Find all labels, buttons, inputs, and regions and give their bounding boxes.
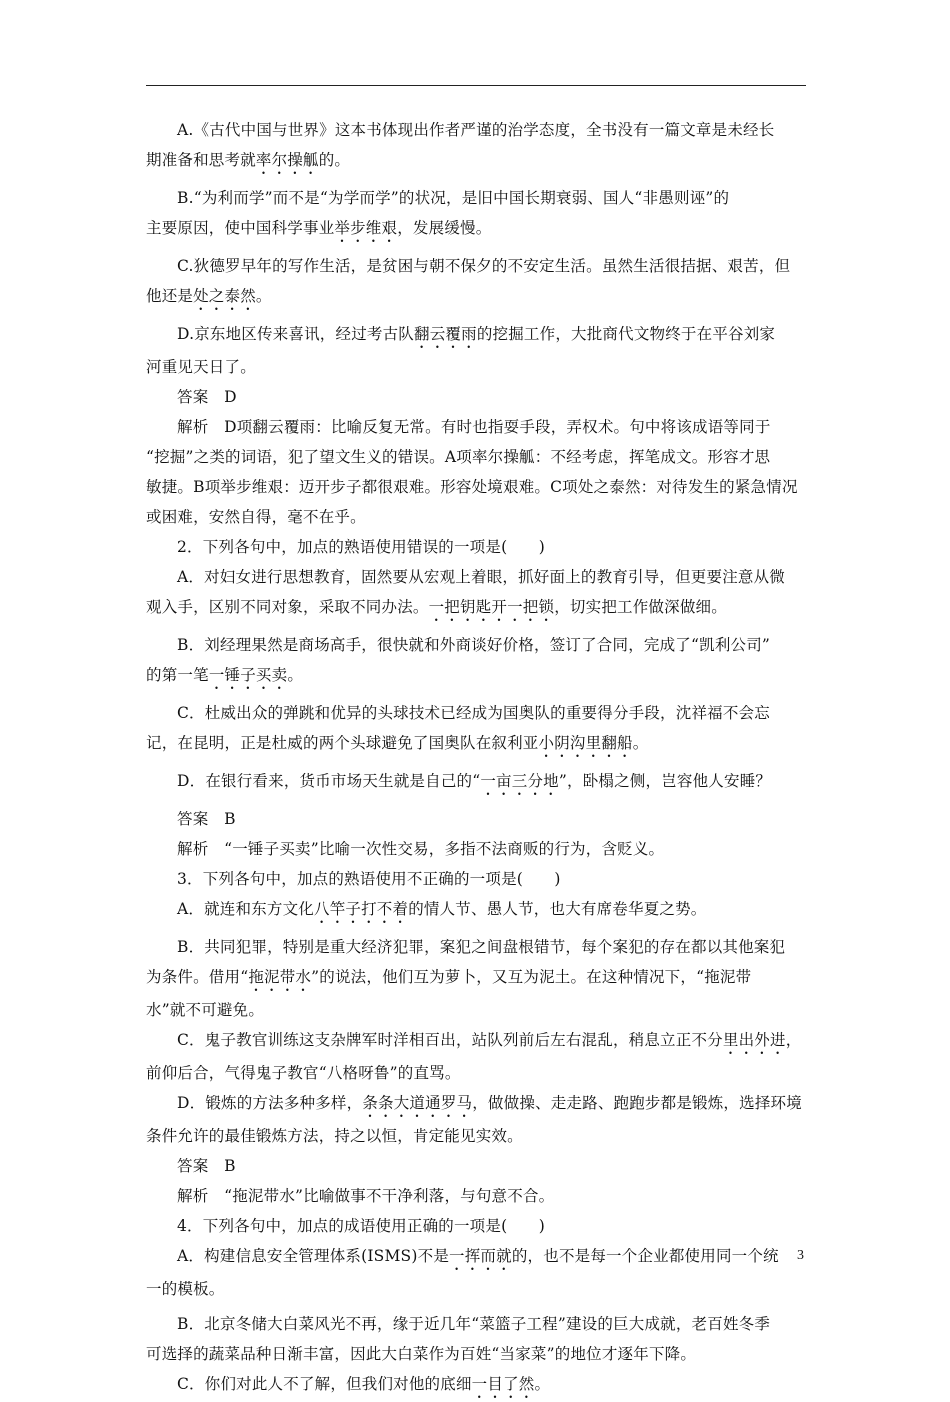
text-line [146, 115, 814, 145]
emphasized-idiom: 拖泥带水 [248, 968, 312, 986]
text-line [146, 834, 814, 864]
line-text: D．锻炼的方法多种多样， [177, 1094, 363, 1112]
text-line [146, 442, 814, 472]
line-text: A．构建信息安全管理体系(ISMS)不是 [177, 1247, 450, 1265]
line-text: 前仰后合，气得鬼子教官“八格呀鲁”的直骂。 [146, 1064, 461, 1082]
line-text: 他还是 [146, 287, 194, 305]
emphasized-idiom: 一目了然 [471, 1375, 535, 1393]
line-text: 答案 B [177, 1157, 236, 1175]
text-line [146, 995, 814, 1025]
emphasized-idiom: 小阴沟里翻船 [538, 734, 633, 752]
header-rule [146, 85, 806, 86]
line-text: 观入手，区别不同对象，采取不同办法。 [146, 598, 429, 616]
emphasized-idiom: 条条大道通罗马 [362, 1094, 473, 1112]
text-line [146, 1211, 814, 1241]
text-line [146, 1181, 814, 1211]
line-text: 解析 “一锤子买卖”比喻一次性交易，多指不法商贩的行为，含贬义。 [177, 840, 665, 858]
line-text: 2．下列各句中，加点的熟语使用错误的一项是( ) [177, 538, 545, 556]
text-line [146, 352, 814, 382]
text-line [146, 472, 814, 502]
line-text: C．你们对此人不了解，但我们对他的底细 [177, 1375, 472, 1393]
line-text: 为条件。借用“ [146, 968, 249, 986]
page-number: 3 [797, 1248, 804, 1263]
text-line [146, 932, 814, 962]
emphasized-idiom: 翻云覆雨 [414, 325, 477, 343]
text-line [146, 1309, 814, 1339]
line-text: ”，卧榻之侧，岂容他人安睡？ [558, 772, 772, 790]
text-line [146, 728, 814, 761]
line-text: 。 [534, 1375, 551, 1393]
line-text: 。 [632, 734, 649, 752]
line-text: B．刘经理果然是商场高手，很快就和外商谈好价格，签订了合同，完成了“凯利公司” [177, 636, 771, 654]
line-text: 一的模板。 [146, 1280, 225, 1298]
text-line [146, 804, 814, 834]
emphasized-idiom: 里出外进 [722, 1031, 786, 1049]
line-text: C．杜威出众的弹跳和优异的头球技术已经成为国奥队的重要得分手段，沈祥福不会忘 [177, 704, 770, 722]
line-text: 河重见天日了。 [146, 358, 256, 376]
line-text: 3．下列各句中，加点的熟语使用不正确的一项是( ) [177, 870, 561, 888]
line-text: A．就连和东方文化 [177, 900, 314, 918]
line-text: A.《古代中国与世界》这本书体现出作者严谨的治学态度，全书没有一篇文章是未经长 [177, 121, 775, 139]
emphasized-idiom: 率尔操觚 [255, 151, 319, 169]
line-text: ， [785, 1031, 802, 1049]
text-line [146, 183, 814, 213]
line-text: B．共同犯罪，特别是重大经济犯罪，案犯之间盘根错节，每个案犯的存在都以其他案犯 [177, 938, 786, 956]
emphasized-idiom: 一锤子买卖 [208, 666, 288, 684]
line-text: B．北京冬储大白菜风光不再，缘于近几年“菜篮子工程”建设的巨大成就，老百姓冬季 [177, 1315, 771, 1333]
line-text: ，切实把工作做深做细。 [554, 598, 727, 616]
text-line [146, 894, 814, 927]
line-text: 解析 D项翻云覆雨：比喻反复无常。有时也指耍手段，弄权术。句中将该成语等同于 [177, 418, 771, 436]
line-text: 的挖掘工作，大批商代文物终于在平谷刘家 [476, 325, 776, 343]
line-text: 的。 [318, 151, 351, 169]
line-text: C.狄德罗早年的写作生活，是贫困与朝不保夕的不安定生活。虽然生活很拮据、艰苦，但 [177, 257, 791, 275]
line-text: A．对妇女进行思想教育，固然要从宏观上着眼，抓好面上的教育引导，但更要注意从微 [177, 568, 785, 586]
line-text: 的，也不是每一个企业都使用同一个统 [511, 1247, 779, 1265]
text-line [146, 1274, 814, 1304]
emphasized-idiom: 一亩三分地 [480, 772, 559, 790]
text-line [146, 660, 814, 693]
line-text: “挖掘”之类的词语，犯了望文生义的错误。A项率尔操觚：不经考虑，挥笔成文。形容才思 [146, 448, 771, 466]
text-line [146, 145, 814, 178]
line-text: 敏捷。B项举步维艰：迈开步子都很艰难。形容处境艰难。C项处之泰然：对待发生的紧急情况 [146, 478, 798, 496]
text-line [146, 1369, 814, 1402]
line-text: 期准备和思考就 [146, 151, 256, 169]
line-text: C．鬼子教官训练这支杂牌军时洋相百出，站队列前后左右混乱，稍息立正不分 [177, 1031, 723, 1049]
text-line [146, 412, 814, 442]
line-text: D．在银行看来，货币市场天生就是自己的“ [177, 772, 481, 790]
text-line [146, 1121, 814, 1151]
text-line [146, 382, 814, 412]
text-line [146, 1151, 814, 1181]
line-text: 4．下列各句中，加点的成语使用正确的一项是( ) [177, 1217, 545, 1235]
line-text: 水”就不可避免。 [146, 1001, 265, 1019]
text-line [146, 251, 814, 281]
line-text: 条件允许的最佳锻炼方法，持之以恒，肯定能见实效。 [146, 1127, 523, 1145]
text-line [146, 962, 814, 995]
line-text: ”的说法，他们互为萝卜，又互为泥土。在这种情况下，“拖泥带 [311, 968, 752, 986]
text-line [146, 319, 814, 352]
line-text: 的第一笔 [146, 666, 209, 684]
line-text: 记，在昆明，正是杜威的两个头球避免了国奥队在叙利亚 [146, 734, 539, 752]
text-line [146, 592, 814, 625]
page-body [146, 115, 814, 1402]
line-text: 。 [255, 287, 272, 305]
line-text: 可选择的蔬菜品种日渐丰富，因此大白菜作为百姓“当家菜”的地位才逐年下降。 [146, 1345, 697, 1363]
line-text: ，做做操、走走路、跑跑步都是锻炼，选择环境 [472, 1094, 802, 1112]
line-text: D.京东地区传来喜讯，经过考古队 [177, 325, 415, 343]
text-line [146, 502, 814, 532]
text-line [146, 766, 814, 799]
text-line [146, 1088, 814, 1121]
line-text: 答案 D [177, 388, 237, 406]
emphasized-idiom: 处之泰然 [193, 287, 256, 305]
text-line [146, 864, 814, 894]
line-text: 或困难，安然自得，毫不在乎。 [146, 508, 366, 526]
line-text: 解析 “拖泥带水”比喻做事不干净利落，与句意不合。 [177, 1187, 555, 1205]
text-line [146, 562, 814, 592]
text-line [146, 1025, 814, 1058]
emphasized-idiom: 八竿子打不着 [314, 900, 409, 918]
emphasized-idiom: 一挥而就 [449, 1247, 512, 1265]
emphasized-idiom: 举步维艰 [334, 219, 398, 237]
line-text: 答案 B [177, 810, 236, 828]
line-text: B.“为利而学”而不是“为学而学”的状况，是旧中国长期衰弱、国人“非愚则诬”的 [177, 189, 730, 207]
line-text: 的情人节、愚人节，也大有席卷华夏之势。 [408, 900, 707, 918]
line-text: 主要原因，使中国科学事业 [146, 219, 335, 237]
text-line [146, 1058, 814, 1088]
text-line [146, 532, 814, 562]
text-line [146, 630, 814, 660]
text-line [146, 281, 814, 314]
text-line [146, 1241, 814, 1274]
text-line [146, 698, 814, 728]
emphasized-idiom: 一把钥匙开一把锁 [428, 598, 555, 616]
line-text: 。 [287, 666, 304, 684]
text-line [146, 213, 814, 246]
line-text: ，发展缓慢。 [397, 219, 492, 237]
